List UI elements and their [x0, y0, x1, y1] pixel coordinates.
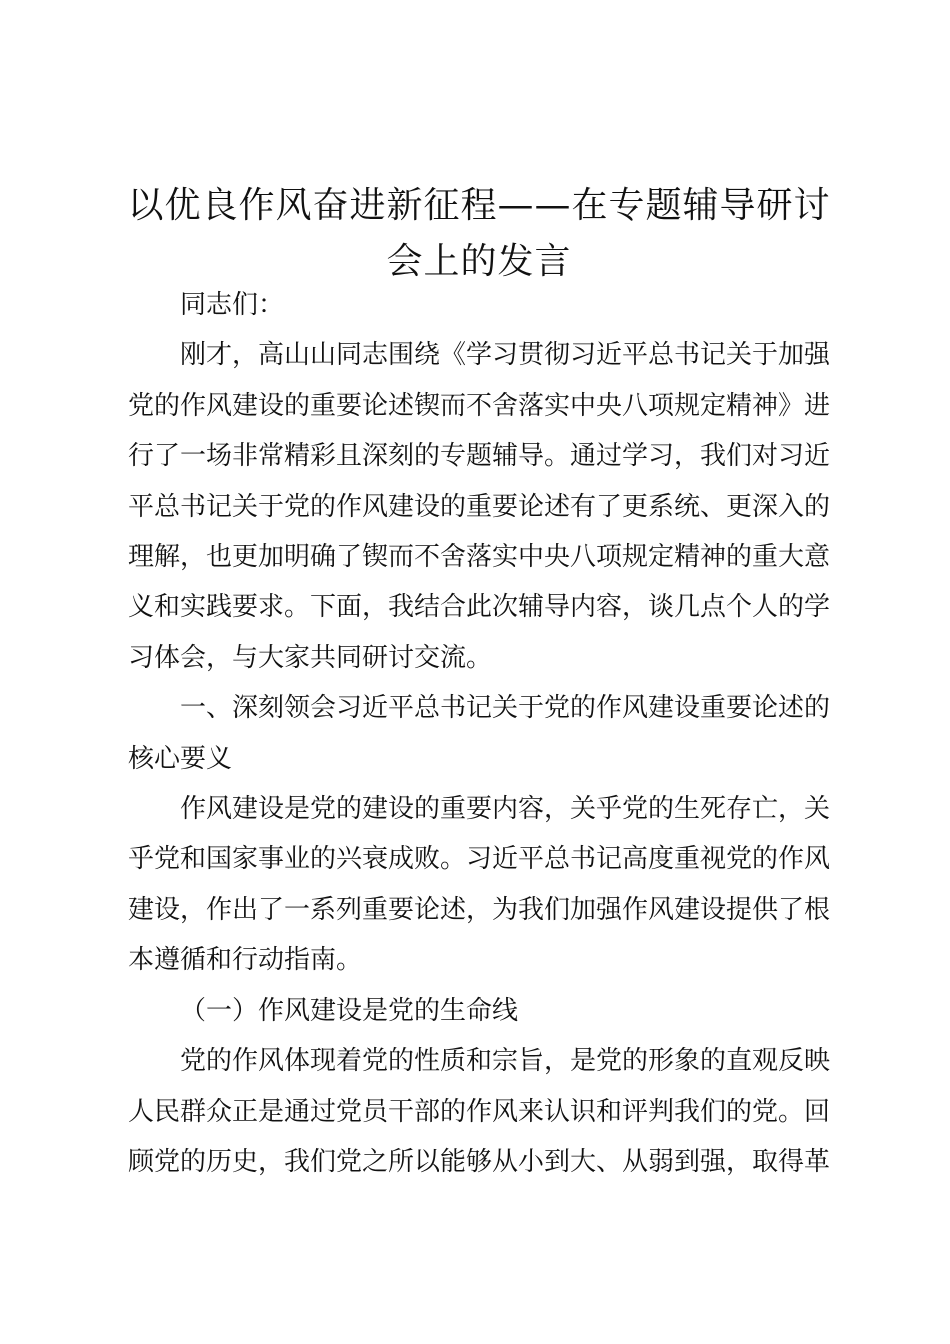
document-title: 以优良作风奋进新征程——在专题辅导研讨会上的发言 — [127, 185, 831, 282]
subsection-heading-1: （一）作风建设是党的生命线 — [180, 995, 519, 1026]
paragraph-section-1: 作风建设是党的建设的重要内容，关乎党的生死存亡，关乎党和国家事业的兴衰成败。习近平总书记高度重视党的作风建设，作出了一系列重要论述，为我们加强作风建设提供了根本遵循和行动指南。 — [128, 794, 831, 976]
document-body — [128, 280, 830, 1187]
salutation: 同志们： — [180, 290, 285, 320]
paragraph-intro: 刚才，高山山同志围绕《学习贯彻习近平总书记关于加强党的作风建设的重要论述锲而不舍落实中央八项规定精神》进行了一场非常精彩且深刻的专题辅导。通过学习，我们对习近平总书记关于党的作风建设的重要论述有了更系统、更深入的理解，也更加明确了锲而不舍落实中央八项规定精神的重大意义和实践要求。下面，我结合此次辅导内容，谈几点个人的学习体会，与大家共同研讨交流。 — [128, 340, 831, 673]
paragraph-subsection-1: 党的作风体现着党的性质和宗旨，是党的形象的直观反映人民群众正是通过党员干部的作风来认识和评判我们的党。回顾党的历史，我们党之所以能够从小到大、从弱到强，取得革 — [128, 1046, 831, 1177]
section-heading-1: 一、深刻领会习近平总书记关于党的作风建设重要论述的核心要义 — [128, 693, 831, 774]
